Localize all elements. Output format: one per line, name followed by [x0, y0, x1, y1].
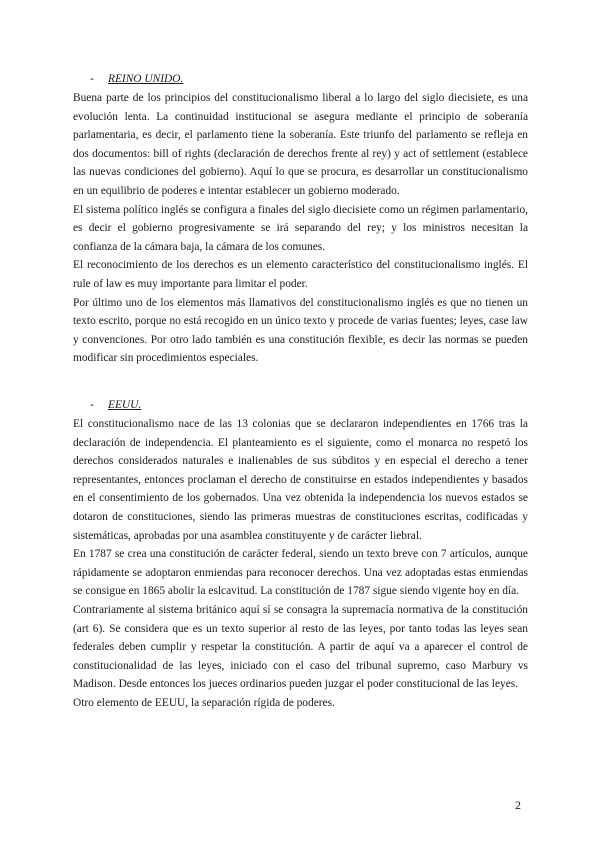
heading-dash: -	[90, 399, 94, 411]
section-body-eeuu	[73, 415, 528, 713]
paragraph: En 1787 se crea una constitución de carácter federal, siendo un texto breve con 7 artículos, aunque rápidamente se adoptaron enmiendas para reconocer derechos. Una vez adoptadas estas enmiendas se consigue en 1865 abolir la eslcavitud. La constitución de 1787 sigue siendo vigente hoy en día.	[73, 548, 528, 598]
paragraph: Buena parte de los principios del constitucionalismo liberal a lo largo del siglo diecisiete, es una evolución lenta. La continuidad institucional se asegura mediante el principio de soberanía parlamentaria, es decir, el parlamento tiene la soberanía. Este triunfo del parlamento se refleja en dos documentos: bill of rights (declaración de derechos frente al rey) y act of settlement (establece las nuevas condiciones del gobierno). Aquí lo que se procura, es desarrollar un constitucionalismo en un equilibrio de poderes e intentar establecer un gobierno moderado.	[73, 92, 528, 197]
heading-title: REINO UNIDO.	[108, 73, 184, 85]
section-heading-eeuu	[90, 396, 141, 415]
heading-dash: -	[90, 73, 94, 85]
heading-title: EEUU.	[108, 399, 142, 411]
paragraph: El sistema político inglés se configura a finales del siglo diecisiete como un régimen parlamentario, es decir el gobierno progresivamente se irá separando del rey; y los ministros necesitan la confianza de la cámara baja, la cámara de los comunes.	[73, 203, 528, 253]
page-number: 2	[515, 798, 521, 812]
paragraph: Otro elemento de EEUU, la separación rígida de poderes.	[73, 696, 335, 709]
paragraph: Por último uno de los elementos más llamativos del constitucionalismo inglés es que no tienen un texto escrito, porque no está recogido en un único texto y procede de varias fuentes; leyes, case law y convenciones. Por otro lado también es una constitución flexible, es decir las normas se pueden modificar sin procedimientos especiales.	[73, 296, 528, 365]
paragraph: El reconocimiento de los derechos es un elemento característico del constitucionalismo inglés. El rule of law es muy importante para limitar el poder.	[73, 259, 528, 290]
paragraph: El constitucionalismo nace de las 13 colonias que se declararon independientes en 1766 tras la declaración de independencia. El planteamiento es el siguiente, como el monarca no respetó los derechos considerados naturales e inalienables de sus súbditos y en especial el derecho a tener representantes, entonces proclaman el derecho de constituirse en estados independientes y basados en el consentimiento de los gobernados. Una vez obtenida la independencia los nuevos estados se dotaron de constituciones, siendo las primeras muestras de constituciones escritas, codificadas y sistemáticas, aprobadas por una asamblea constituyente y de carácter liebral.	[73, 418, 528, 542]
section-heading-reino-unido	[90, 70, 183, 89]
paragraph: Contrariamente al sistema británico aquí sí se consagra la supremacía normativa de la constitución (art 6). Se considera que es un texto superior al resto de las leyes, por tanto todas las leyes sean federales deben cumplir y respetar la constitución. A partir de aquí va a aparecer el control de constitucionalidad de las leyes, iniciado con el caso del tribunal supremo, caso Marbury vs Madison. Desde entonces los jueces ordinarios pueden juzgar el poder constitucional de las leyes.	[73, 603, 528, 691]
section-body-reino-unido	[73, 89, 528, 368]
